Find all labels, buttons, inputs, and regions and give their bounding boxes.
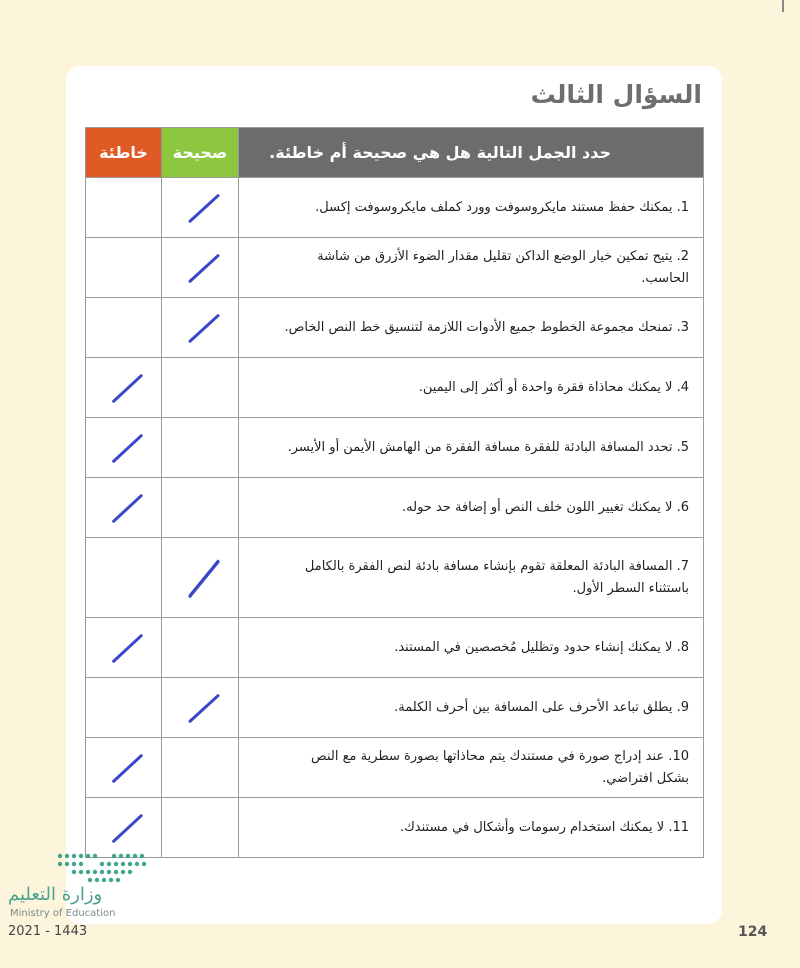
false-answer-cell[interactable]	[86, 238, 162, 298]
check-mark-icon	[162, 178, 238, 237]
page-number: 124	[738, 924, 768, 940]
true-answer-cell[interactable]	[162, 418, 239, 478]
true-answer-cell[interactable]	[162, 298, 239, 358]
true-answer-cell[interactable]	[162, 238, 239, 298]
false-column-header: خاطئة	[86, 128, 162, 178]
check-mark-icon	[86, 418, 161, 477]
statement-text: 4. لا يمكنك محاذاة فقرة واحدة أو أكثر إلى اليمين.	[239, 358, 704, 418]
false-answer-cell[interactable]	[86, 678, 162, 738]
false-answer-cell[interactable]	[86, 738, 162, 798]
ministry-name-english: Ministry of Education	[10, 908, 116, 919]
false-answer-cell[interactable]	[86, 178, 162, 238]
check-mark-icon	[162, 678, 238, 737]
table-row	[86, 618, 704, 678]
true-answer-cell[interactable]	[162, 538, 239, 618]
false-answer-cell[interactable]	[86, 538, 162, 618]
check-mark-icon	[86, 358, 161, 417]
check-mark-icon	[162, 298, 238, 357]
table-row	[86, 298, 704, 358]
logo-dots-graphic	[54, 850, 150, 884]
statement-text: 10. عند إدراج صورة في مستندك يتم محاذاتها بصورة سطرية مع النص بشكل افتراضي.	[239, 738, 704, 798]
true-column-header: صحيحة	[162, 128, 239, 178]
year-label: 2021 - 1443	[8, 924, 88, 939]
check-mark-icon	[86, 478, 161, 537]
statement-text: 5. تحدد المسافة البادئة للفقرة مسافة الفقرة من الهامش الأيمن أو الأيسر.	[239, 418, 704, 478]
question-card	[66, 66, 722, 924]
statement-text: 3. تمنحك مجموعة الخطوط جميع الأدوات اللازمة لتنسيق خط النص الخاص.	[239, 298, 704, 358]
true-answer-cell[interactable]	[162, 678, 239, 738]
statement-column-header: حدد الجمل التالية هل هي صحيحة أم خاطئة.	[239, 128, 704, 178]
statement-text: 9. يطلق تباعد الأحرف على المسافة بين أحرف الكلمة.	[239, 678, 704, 738]
ministry-name-arabic: وزارة التعليم	[8, 884, 103, 905]
statement-text: 8. لا يمكنك إنشاء حدود وتظليل مُخصصين في المستند.	[239, 618, 704, 678]
false-answer-cell[interactable]	[86, 358, 162, 418]
check-mark-icon	[162, 538, 238, 617]
table-row	[86, 538, 704, 618]
false-answer-cell[interactable]	[86, 478, 162, 538]
true-answer-cell[interactable]	[162, 738, 239, 798]
true-answer-cell[interactable]	[162, 478, 239, 538]
false-answer-cell[interactable]	[86, 298, 162, 358]
table-row	[86, 678, 704, 738]
statement-text: 2. يتيح تمكين خيار الوضع الداكن تقليل مقدار الضوء الأزرق من شاشة الحاسب.	[239, 238, 704, 298]
true-answer-cell[interactable]	[162, 358, 239, 418]
table-row	[86, 798, 704, 858]
false-answer-cell[interactable]	[86, 418, 162, 478]
true-answer-cell[interactable]	[162, 618, 239, 678]
true-answer-cell[interactable]	[162, 798, 239, 858]
table-row	[86, 738, 704, 798]
check-mark-icon	[86, 798, 161, 857]
table-row	[86, 178, 704, 238]
statement-text: 7. المسافة البادئة المعلقة تقوم بإنشاء مسافة بادئة لنص الفقرة بالكامل باستثناء السطر الأول.	[239, 538, 704, 618]
table-header-row	[86, 128, 704, 178]
statement-text: 6. لا يمكنك تغيير اللون خلف النص أو إضافة حد حوله.	[239, 478, 704, 538]
check-mark-icon	[162, 238, 238, 297]
statement-text: 11. لا يمكنك استخدام رسومات وأشكال في مستندك.	[239, 798, 704, 858]
true-answer-cell[interactable]	[162, 178, 239, 238]
check-mark-icon	[86, 738, 161, 797]
statement-text: 1. يمكنك حفظ مستند مايكروسوفت وورد كملف مايكروسوفت إكسل.	[239, 178, 704, 238]
check-mark-icon	[86, 618, 161, 677]
false-answer-cell[interactable]	[86, 618, 162, 678]
table-row	[86, 238, 704, 298]
table-row	[86, 358, 704, 418]
false-answer-cell[interactable]	[86, 798, 162, 858]
table-row	[86, 418, 704, 478]
question-title: السؤال الثالث	[530, 80, 702, 109]
page-corner-mark	[782, 0, 784, 12]
table-row	[86, 478, 704, 538]
true-false-table	[85, 127, 704, 858]
